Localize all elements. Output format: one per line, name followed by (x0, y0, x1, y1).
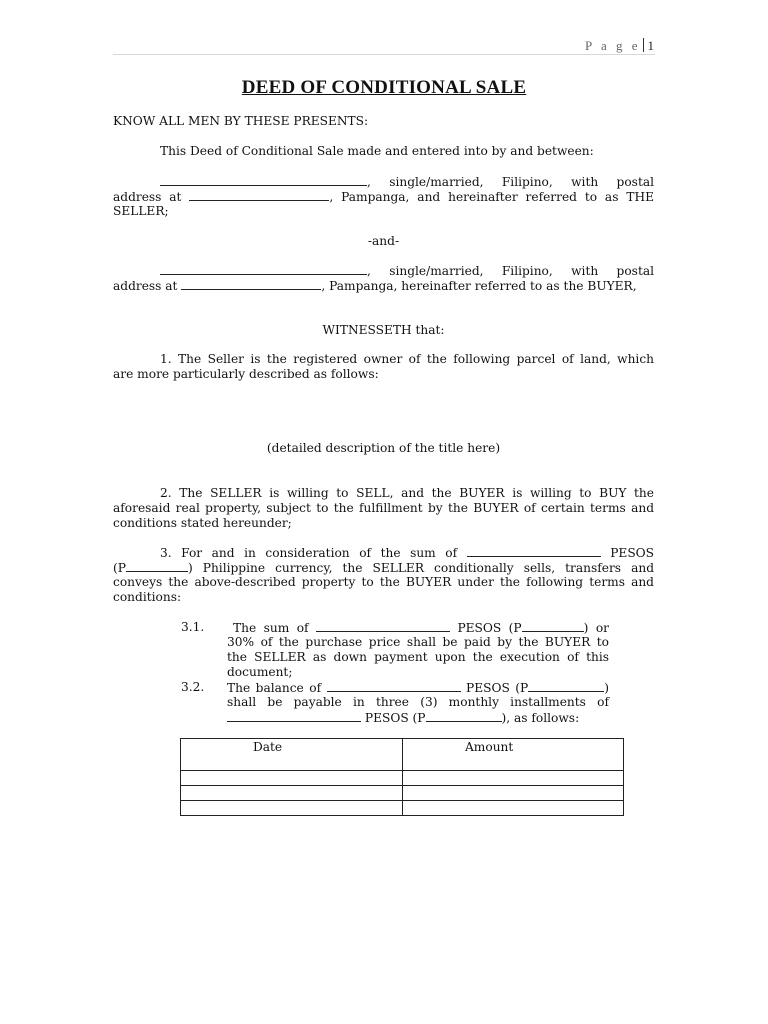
clause-2-line-3: conditions stated hereunder; (113, 516, 292, 530)
clause-2-line-1: 2. The SELLER is willing to SELL, and the BUYER is willing to BUY the (160, 486, 654, 500)
seller-line-3: SELLER; (113, 204, 169, 218)
seller-address-blank[interactable] (189, 189, 329, 201)
table-header-row (181, 739, 624, 771)
witnesseth-heading: WITNESSETH that: (322, 323, 445, 337)
header-rule (113, 54, 655, 55)
clause-1-line-2: are more particularly described as follows: (113, 367, 379, 381)
clause-3-1-line-3: the SELLER as down payment upon the execution of this (227, 650, 609, 664)
amount-cell[interactable] (403, 771, 624, 786)
clause-3-line-3: conveys the above-described property to the BUYER under the following terms and (113, 575, 654, 589)
clause-3-line-4: conditions: (113, 590, 182, 604)
amount-cell[interactable] (403, 801, 624, 816)
document-title: DEED OF CONDITIONAL SALE (241, 77, 527, 98)
clause-3-2-line-2: shall be payable in three (3) monthly installments of (227, 695, 609, 709)
amount-cell[interactable] (403, 786, 624, 801)
date-column-header: Date (181, 739, 403, 771)
page-header (585, 38, 654, 54)
clause-3-1-line-1: The sum of PESOS (P ) or (233, 621, 609, 635)
buyer-name-blank[interactable] (160, 263, 367, 275)
clause-1-line-1: 1. The Seller is the registered owner of the following parcel of land, which (160, 352, 654, 366)
opening-line: This Deed of Conditional Sale made and entered into by and between: (160, 144, 594, 158)
date-cell[interactable] (181, 801, 403, 816)
clause-3-1-line-4: document; (227, 665, 293, 679)
clause-3-2-number: 3.2. (181, 680, 205, 694)
clause-3-line-2: (P ) Philippine currency, the SELLER conditionally sells, transfers and (113, 561, 654, 575)
page-label: P a g e (584, 38, 641, 53)
amount-column-header: Amount (403, 739, 624, 771)
table-row (181, 801, 624, 816)
clause-3-2-line-1: The balance of PESOS (P ) (227, 681, 610, 695)
installment-schedule-table (180, 738, 624, 816)
balance-amount-blank[interactable] (528, 680, 604, 692)
downpayment-amount-blank[interactable] (522, 620, 584, 632)
title-description-placeholder: (detailed description of the title here) (266, 441, 501, 455)
clause-3-1-line-2: 30% of the purchase price shall be paid by the BUYER to (227, 635, 609, 649)
table-row (181, 771, 624, 786)
installment-words-blank[interactable] (227, 710, 361, 722)
installment-amount-blank[interactable] (426, 710, 502, 722)
clause-3-2-line-3: PESOS (P ), as follows: (227, 710, 609, 726)
seller-line-1: , single/married, Filipino, with postal (113, 174, 654, 190)
buyer-address-blank[interactable] (181, 278, 321, 290)
consideration-words-blank[interactable] (467, 545, 601, 557)
seller-line-2: address at , Pampanga, and hereinafter referred to as THE (113, 190, 654, 204)
intro-line: KNOW ALL MEN BY THESE PRESENTS: (113, 114, 369, 128)
clause-3-line-1: 3. For and in consideration of the sum of PESOS (160, 546, 655, 560)
balance-words-blank[interactable] (327, 680, 461, 692)
buyer-line-2: address at , Pampanga, hereinafter referred to as the BUYER, (113, 279, 637, 293)
and-separator: -and- (367, 234, 400, 248)
clause-3-1-number: 3.1. (181, 620, 205, 634)
date-cell[interactable] (181, 786, 403, 801)
downpayment-words-blank[interactable] (316, 620, 450, 632)
date-cell[interactable] (181, 771, 403, 786)
consideration-amount-blank[interactable] (126, 560, 188, 572)
buyer-line-1: , single/married, Filipino, with postal (113, 263, 654, 279)
clause-2-line-2: aforesaid real property, subject to the fulfillment by the BUYER of certain terms and (113, 501, 654, 515)
header-divider (643, 38, 644, 52)
page-number: 1 (647, 38, 654, 53)
seller-name-blank[interactable] (160, 174, 367, 186)
table-row (181, 786, 624, 801)
